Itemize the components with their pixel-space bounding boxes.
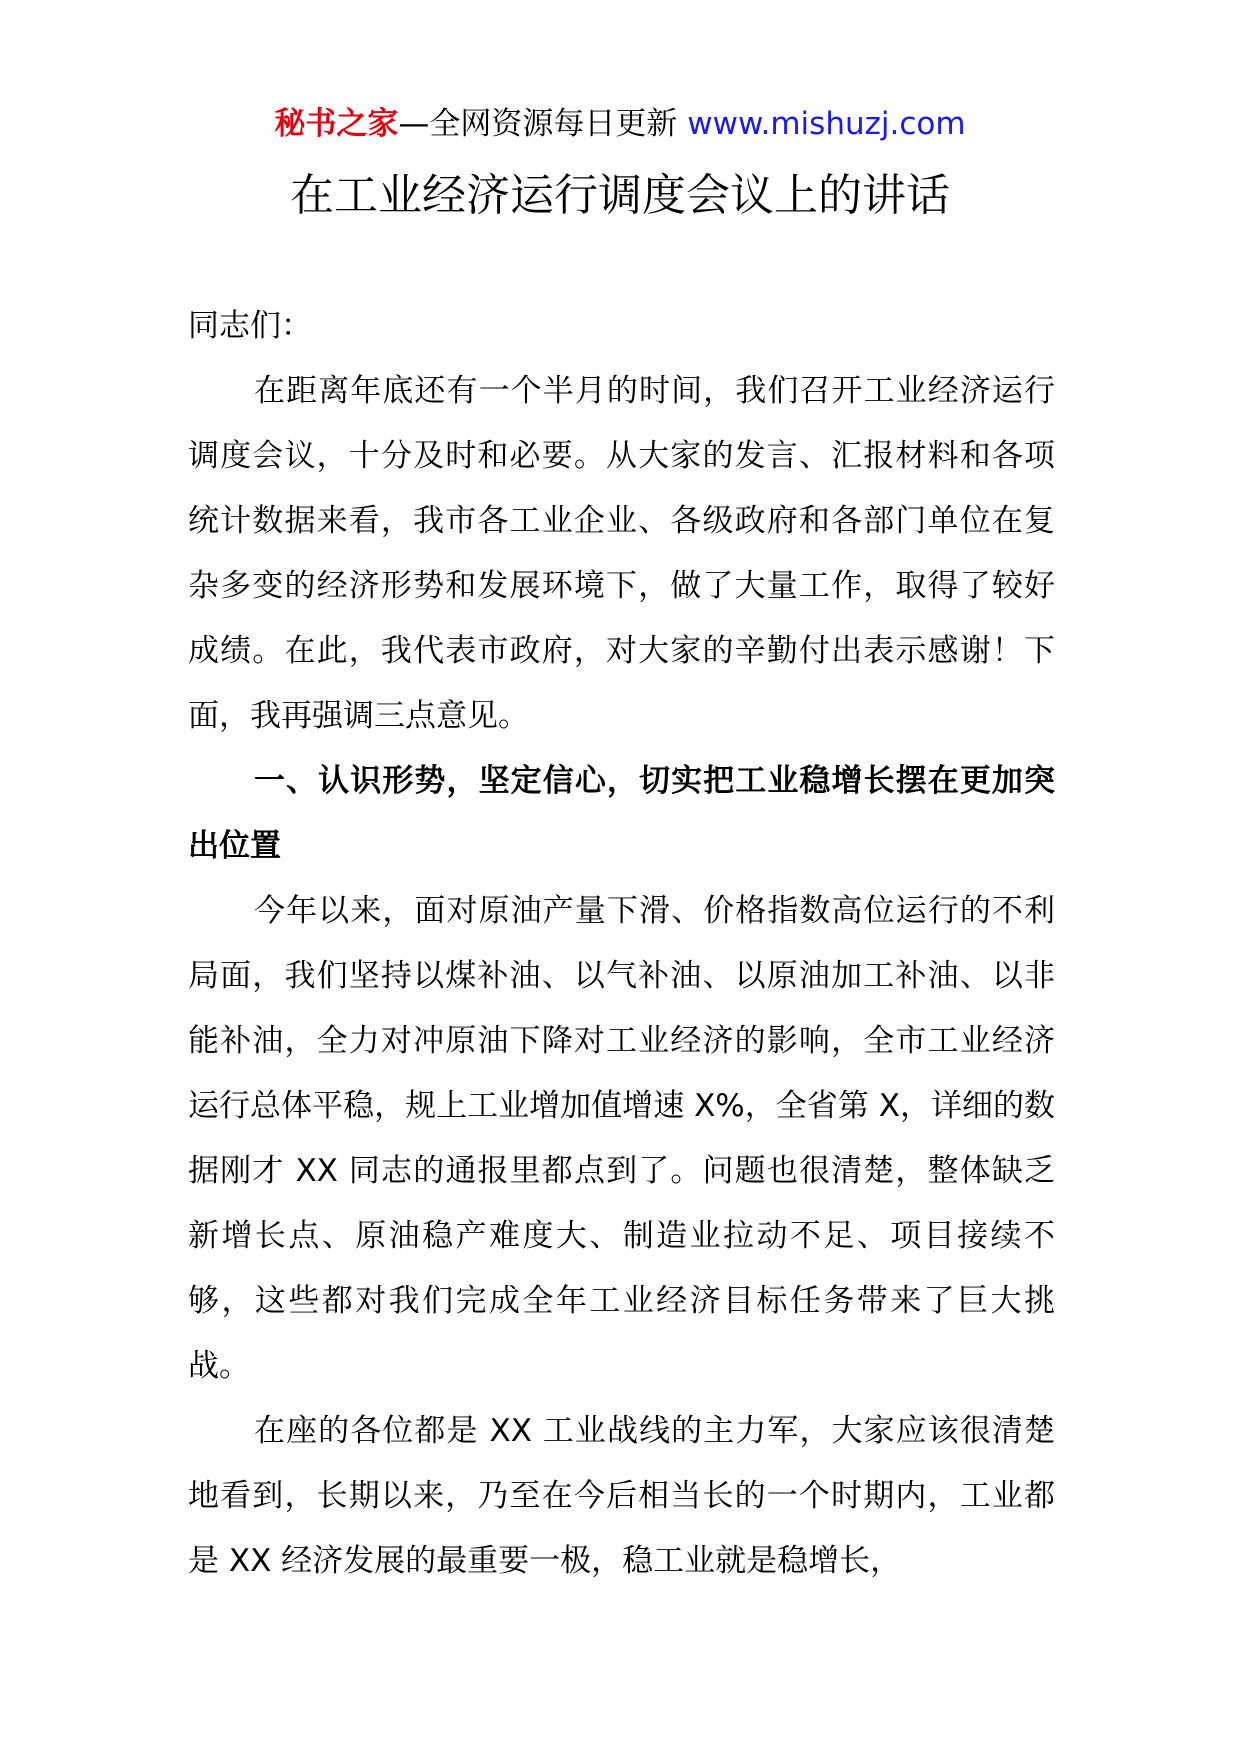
header-tagline: —全网资源每日更新 <box>398 106 688 142</box>
paragraph-situation: 今年以来，面对原油产量下滑、价格指数高位运行的不利局面，我们坚持以煤补油、以气补油、以原油加工补油、以非能补油，全力对冲原油下降对工业经济的影响，全市工业经济运行总体平稳，规上工业增加值增速 X%，全省第 X，详细的数据刚才 XX 同志的通报里都点到了。问题也很清楚，整体缺乏新增长点、原油稳产难度大、制造业拉动不足、项目接续不够，这些都对我们完成全年工业经济目标任务带来了巨大挑战。 <box>188 893 1055 1384</box>
section-heading-1: 一、认识形势，坚定信心，切实把工业稳增长摆在更加突出位置 <box>188 763 1055 864</box>
salutation: 同志们： <box>188 308 312 344</box>
paragraph-intro: 在距离年底还有一个半月的时间，我们召开工业经济运行调度会议，十分及时和必要。从大家的发言、汇报材料和各项统计数据来看，我市各工业企业、各级政府和各部门单位在复杂多变的经济形势和发展环境下，做了大量工作，取得了较好成绩。在此，我代表市政府，对大家的辛勤付出表示感谢！下面，我再强调三点意见。 <box>188 373 1055 734</box>
document-title: 在工业经济运行调度会议上的讲话 <box>290 170 950 221</box>
paragraph-industry: 在座的各位都是 XX 工业战线的主力军，大家应该很清楚地看到，长期以来，乃至在今后相当长的一个时期内，工业都是 XX 经济发展的最重要一极，稳工业就是稳增长， <box>188 1413 1055 1579</box>
document-body <box>188 294 1055 1594</box>
site-header <box>0 102 1240 146</box>
brand-name: 秘书之家 <box>274 106 399 142</box>
site-url-link[interactable]: www.mishuzj.com <box>687 106 966 142</box>
